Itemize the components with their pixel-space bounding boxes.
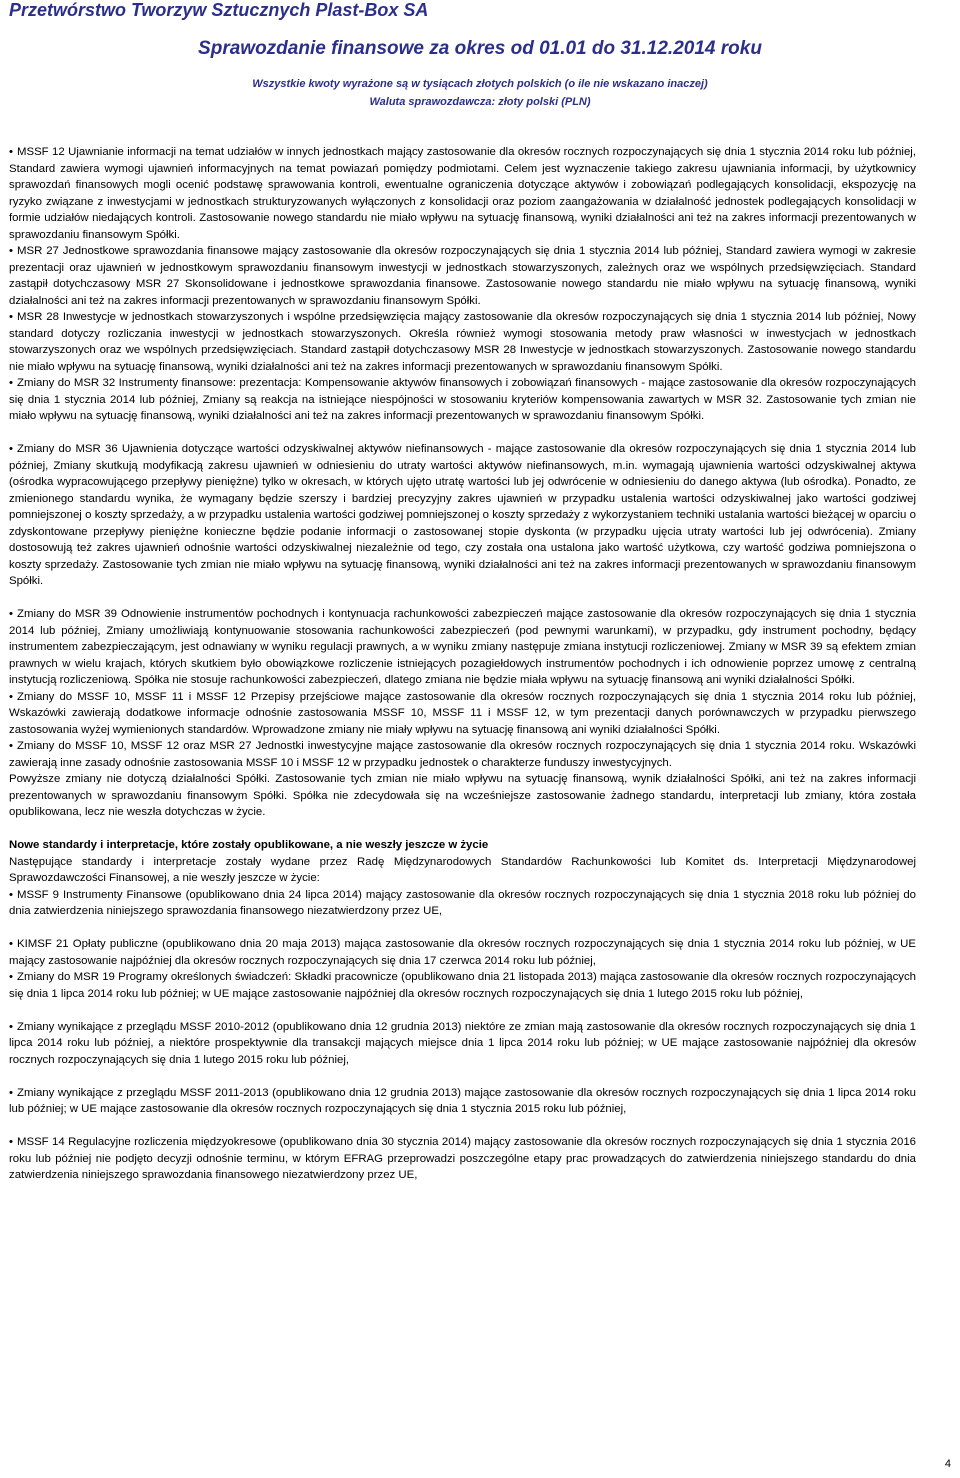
item-mssf-9: • MSSF 9 Instrumenty Finansowe (opublikowano dnia 24 lipca 2014) mający zastosowanie dla okresów rocznych rozpoczynających się dnia 1 stycznia 2018 roku lub później do dnia zatwierdzenia niniejszego sprawozdania finansowego niezatwierdzony przez UE, <box>9 887 916 920</box>
paragraph-msr-32: • Zmiany do MSR 32 Instrumenty finansowe: prezentacja: Kompensowanie aktywów finansowych i zobowiązań finansowych - mające zastosowanie dla okresów rozpoczynających się dnia 1 stycznia 2014 lub później, Zmiany są reakcja na istniejące niespójności w stosowaniu kryteriów kompensowania zawartych w MSR 32. Zastosowanie tych zmian nie miało wpływu na sytuację finansową, wyniki działalności ani też na zakres informacji prezentowanych w sprawozdaniu finansowym Spółki. <box>9 375 916 425</box>
paragraph-msr-39: • Zmiany do MSR 39 Odnowienie instrumentów pochodnych i kontynuacja rachunkowości zabezpieczeń mające zastosowanie dla okresów rozpoczynających się dnia 1 stycznia 2014 lub później, Zmiany umożliwiają kontynuowanie stosowania rachunkowości zabezpieczeń (pod pewnymi warunkami), w przypadku, gdy instrument pochodny, będący instrumentem zabezpieczającym, jest odnawiany w wyniku regulacji prawnych, a w wyniku zmiany następuje zmiana instytucji rozliczeniowej. Zmiany w MSR 39 są efektem zmian prawnych w wielu krajach, których skutkiem było obowiązkowe rozliczenie istniejących pozagiełdowych instrumentów pochodnych i ich odnowienie poprzez umowę z centralną instytucją rozliczeniową. Spółka nie stosuje rachunkowości zabezpieczeń, dlatego zmiana nie będzie miała wpływu na sytuację finansową ani wyniki działalności Spółki. <box>9 606 916 689</box>
item-mssf-2010-2012: • Zmiany wynikające z przeglądu MSSF 2010-2012 (opublikowano dnia 12 grudnia 2013) niektóre ze zmian mają zastosowanie dla okresów rocznych rozpoczynających się dnia 1 lipca 2014 roku lub później, a niektóre prospektywnie dla transakcji mających miejsce dnia 1 lipca 2014 roku lub później; w UE mające zastosowanie najpóźniej dla okresów rocznych rozpoczynających się dnia 1 lutego 2015 roku lub później, <box>9 1019 916 1069</box>
section-heading: Nowe standardy i interpretacje, które zostały opublikowane, a nie weszły jeszcze w życie <box>9 839 489 851</box>
item-mssf-2011-2013: • Zmiany wynikające z przeglądu MSSF 2011-2013 (opublikowano dnia 12 grudnia 2013) mające zastosowanie dla okresów rocznych rozpoczynających się dnia 1 lipca 2014 roku lub później; w UE mające zastosowanie dla okresów rocznych rozpoczynających się dnia 1 stycznia 2015 roku lub później, <box>9 1085 916 1118</box>
document-body <box>9 144 916 1184</box>
amounts-note: Wszystkie kwoty wyrażone są w tysiącach złotych polskich (o ile nie wskazano inaczej) <box>252 78 708 90</box>
company-name: Przetwórstwo Tworzyw Sztucznych Plast-Box SA <box>9 0 429 20</box>
currency-note: Waluta sprawozdawcza: złoty polski (PLN) <box>369 96 591 108</box>
item-msr-19: • Zmiany do MSR 19 Programy określonych świadczeń: Składki pracownicze (opublikowano dnia 21 listopada 2013) mająca zastosowanie dla okresów rocznych rozpoczynających się dnia 1 lipca 2014 roku lub później; w UE mające zastosowanie najpóźniej dla okresów rocznych rozpoczynających się dnia 1 lutego 2015 roku lub później, <box>9 969 916 1002</box>
paragraph-mssf-12: • MSSF 12 Ujawnianie informacji na temat udziałów w innych jednostkach mający zastosowanie dla okresów rocznych rozpoczynających się dnia 1 stycznia 2014 roku lub później, Standard zawiera wymogi ujawnień informacyjnych na temat powiazań pomiędzy podmiotami. Celem jest wyznaczenie takiego zakresu ujawniania informacji, by użytkownicy sprawozdań finansowych mogli ocenić podstawę sprawowania kontroli, ewentualne ograniczenia dotyczące aktywów i zobowiązań podlegających konsolidacji, ekspozycję na ryzyko związane z inwestycjami w jednostkach strukturyzowanych wyłączonych z konsolidacji oraz poziom zaangażowania w działalność jednostek podlegających konsolidacji w formie udziałów niedających kontroli. Zastosowanie nowego standardu nie miało wpływu na sytuację finansową, wyniki działalności ani też na zakres informacji prezentowanych w sprawozdaniu finansowym Spółki. <box>9 144 916 243</box>
paragraph-mssf-10-11-12: • Zmiany do MSSF 10, MSSF 11 i MSSF 12 Przepisy przejściowe mające zastosowanie dla okresów rocznych rozpoczynających się dnia 1 stycznia 2014 roku lub później, Wskazówki zawierają dodatkowe informacje odnośnie zastosowania MSSF 10, MSSF 11 i MSSF 12, w tym prezentacji danych porównawczych w przypadku pierwszego zastosowania wyżej wymienionych standardów. Wprowadzone zmiany nie miały wpływu na sytuację finansową ani wyniki działalności Spółki. <box>9 689 916 739</box>
paragraph-summary: Powyższe zmiany nie dotyczą działalności Spółki. Zastosowanie tych zmian nie miało wpływu na sytuację finansową, wynik działalności Spółki, ani też na zakres informacji prezentowanych w sprawozdaniu finansowym Spółki. Spółka nie zdecydowała się na wcześniejsze zastosowanie żadnego standardu, interpretacji lub zmiany, która została opublikowana, lecz nie weszła dotychczas w życie. <box>9 773 916 818</box>
item-mssf-14: • MSSF 14 Regulacyjne rozliczenia międzyokresowe (opublikowano dnia 30 stycznia 2014) mający zastosowanie dla okresów rocznych rozpoczynających się dnia 1 stycznia 2016 roku lub później nie podjęto decyzji odnośnie terminu, w którym EFRAG przeprowadzi poszczególne etapy prac prowadzących do zatwierdzenia niniejszego standardu do dnia zatwierdzenia niniejszego sprawozdania finansowego niezatwierdzony przez UE, <box>9 1134 916 1184</box>
paragraph-mssf-10-12-msr-27: • Zmiany do MSSF 10, MSSF 12 oraz MSR 27 Jednostki inwestycyjne mające zastosowanie dla okresów rocznych rozpoczynających się dnia 1 stycznia 2014 roku. Wskazówki zawierają inne zasady odnośnie zastosowania MSSF 10 i MSSF 12 w przypadku jednostek o charakterze funduszy inwestycyjnych. <box>9 738 916 771</box>
paragraph-msr-27: • MSR 27 Jednostkowe sprawozdania finansowe mający zastosowanie dla okresów rozpoczynających się dnia 1 stycznia 2014 lub później, Standard zawiera wymogi w zakresie prezentacji oraz ujawnień w jednostkowym sprawozdaniu finansowym inwestycji w jednostkach stowarzyszonych, zależnych oraz we wspólnych przedsięwzięciach. Standard zastąpił dotychczasowy MSR 27 Skonsolidowane i jednostkowe sprawozdania finansowe. Zastosowanie nowego standardu nie miało wpływu na sytuację finansową, wyniki działalności ani też na zakres informacji prezentowanych w sprawozdaniu finansowym Spółki. <box>9 243 916 309</box>
item-kimsf-21: • KIMSF 21 Opłaty publiczne (opublikowano dnia 20 maja 2013) mająca zastosowanie dla okresów rocznych rozpoczynających się dnia 1 stycznia 2014 roku lub później, w UE mający zastosowanie najpóźniej dla okresów rocznych rozpoczynających się dnia 17 czerwca 2014 roku lub później, <box>9 936 916 969</box>
page-number: 4 <box>944 1458 951 1470</box>
section-intro: Następujące standardy i interpretacje zostały wydane przez Radę Międzynarodowych Standardów Rachunkowości lub Komitet ds. Interpretacji Międzynarodowej Sprawozdawczości Finansowej, a nie weszły jeszcze w życie: <box>9 855 916 884</box>
report-title: Sprawozdanie finansowe za okres od 01.01 do 31.12.2014 roku <box>198 38 762 59</box>
paragraph-msr-28: • MSR 28 Inwestycje w jednostkach stowarzyszonych i wspólne przedsięwzięcia mający zastosowanie dla okresów rozpoczynających się dnia 1 stycznia 2014 lub później, Nowy standard dotyczy rozliczania inwestycji w jednostkach stowarzyszonych. Określa również wymogi stosowania metody praw własności w inwestycjach w jednostkach stowarzyszonych oraz we wspólnych przedsięwzięciach. Standard zastąpił dotychczasowy MSR 28 Inwestycje w jednostkach stowarzyszonych. Zastosowanie nowego standardu nie miało wpływu na sytuację finansową, wyniki działalności ani też na zakres informacji prezentowanych w sprawozdaniu finansowym Spółki. <box>9 309 916 375</box>
paragraph-msr-36: • Zmiany do MSR 36 Ujawnienia dotyczące wartości odzyskiwalnej aktywów niefinansowych - mające zastosowanie dla okresów rozpoczynających się dnia 1 stycznia 2014 lub później, Zmiany skutkują modyfikacją zakresu ujawnień w odniesieniu do utraty wartości aktywów niefinansowych, m.in. wymagają ujawnienia wartości odzyskiwalnej aktywa (ośrodka wypracowującego przepływy pieniężne) tylko w okresach, w których ujęto utratę wartości lub jej odwrócenie w odniesieniu do danego aktywa (lub ośrodka). Ponadto, ze zmienionego standardu wynika, że wymagany będzie szerszy i bardziej precyzyjny zakres ujawnień w przypadku ustalenia wartości odzyskiwalnej jako wartości godziwej pomniejszonej o koszty sprzedaży, a w przypadku ustalenia wartości godziwej pomniejszonej o koszty sprzedaży z wykorzystaniem techniki ustalania wartości bieżącej w oparciu o zdyskontowane przepływy pieniężne konieczne będzie podanie informacji o zastosowanej stopie dyskonta (w przypadku ujęcia utraty wartości lub jej odwrócenia). Zmiany dostosowują też zakres ujawnień odnośnie wartości odzyskiwalnej niezależnie od tego, czy została ona ustalona jako wartość użytkowa, czy wartość godziwa pomniejszona o koszty sprzedaży. Zastosowanie tych zmian nie miało wpływu na sytuację finansową, wyniki działalności ani też na zakres informacji prezentowanych w sprawozdaniu finansowym Spółki. <box>9 441 916 590</box>
